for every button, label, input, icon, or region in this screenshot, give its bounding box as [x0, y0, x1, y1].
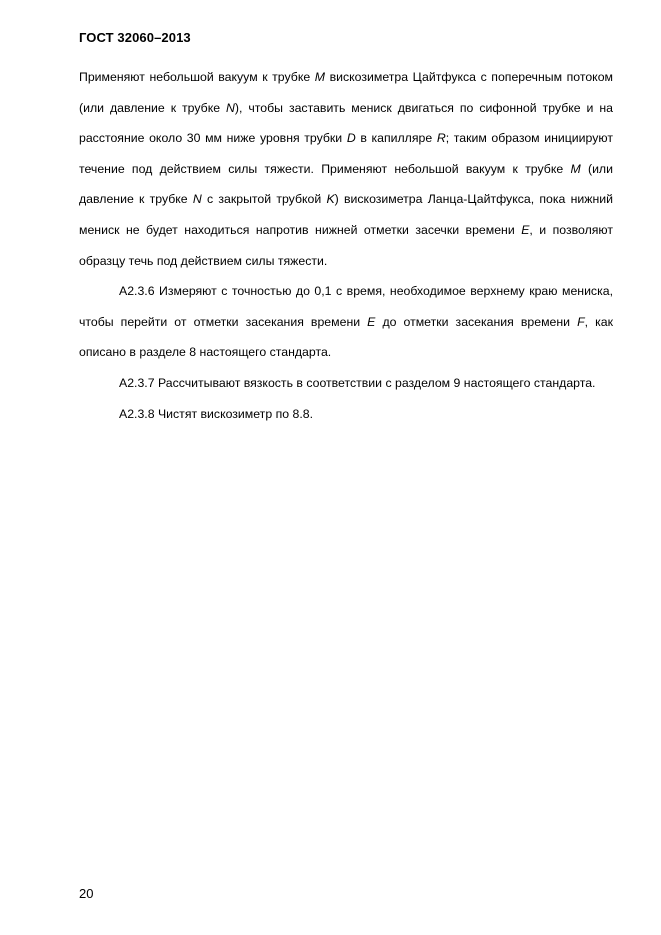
- italic-symbol: K: [326, 192, 335, 207]
- text-run: вискозиметра Цайтфукса с поперечным потоком (или давление к трубке: [79, 70, 613, 115]
- italic-symbol: E: [367, 314, 376, 329]
- italic-symbol: D: [346, 131, 356, 146]
- text-run: (или давление к трубке: [79, 161, 613, 207]
- paragraph-procedure: [79, 62, 613, 276]
- paragraph-a2-3-7: А2.3.7 Рассчитывают вязкость в соответствии с разделом 9 настоящего стандарта.: [119, 375, 596, 390]
- text-run: с закрытой трубкой: [201, 192, 327, 207]
- italic-symbol: N: [192, 192, 202, 207]
- document-header: ГОСТ 32060–2013: [79, 30, 191, 45]
- italic-symbol: N: [226, 100, 235, 115]
- text-run: А2.3.6 Измеряют с точностью до 0,1 с время, необходимое верхнему краю мениска, чтобы перейти от отметки засекания времени: [79, 284, 613, 329]
- text-run: Применяют небольшой вакуум к трубке: [79, 70, 315, 84]
- text-run: ) вискозиметра Ланца-Цайтфукса, пока нижний мениск не будет находиться напротив нижней отметки засечки времени: [79, 192, 613, 237]
- text-run: , и позволяют образцу течь под действием силы тяжести.: [79, 222, 614, 268]
- italic-symbol: M: [570, 161, 581, 176]
- paragraph-a2-3-8: А2.3.8 Чистят вискозиметр по 8.8.: [119, 406, 313, 421]
- italic-symbol: M: [314, 70, 326, 84]
- italic-symbol: R: [436, 131, 446, 146]
- text-run: , как описано в разделе 8 настоящего стандарта.: [79, 314, 613, 360]
- text-run: ; таким образом инициируют течение под действием силы тяжести. Применяют небольшой вакуум к трубке: [79, 131, 613, 176]
- document-body: [79, 62, 613, 429]
- paragraph-a2-3-6: [79, 276, 613, 368]
- page-number: 20: [79, 886, 94, 901]
- text-run: в капилляре: [355, 131, 437, 146]
- text-run: до отметки засекания времени: [375, 314, 578, 329]
- text-run: ), чтобы заставить мениск двигаться по сифонной трубке и на расстояние около 30 мм ниже уровня трубки: [79, 100, 613, 146]
- italic-symbol: E: [521, 222, 530, 237]
- italic-symbol: F: [577, 314, 585, 329]
